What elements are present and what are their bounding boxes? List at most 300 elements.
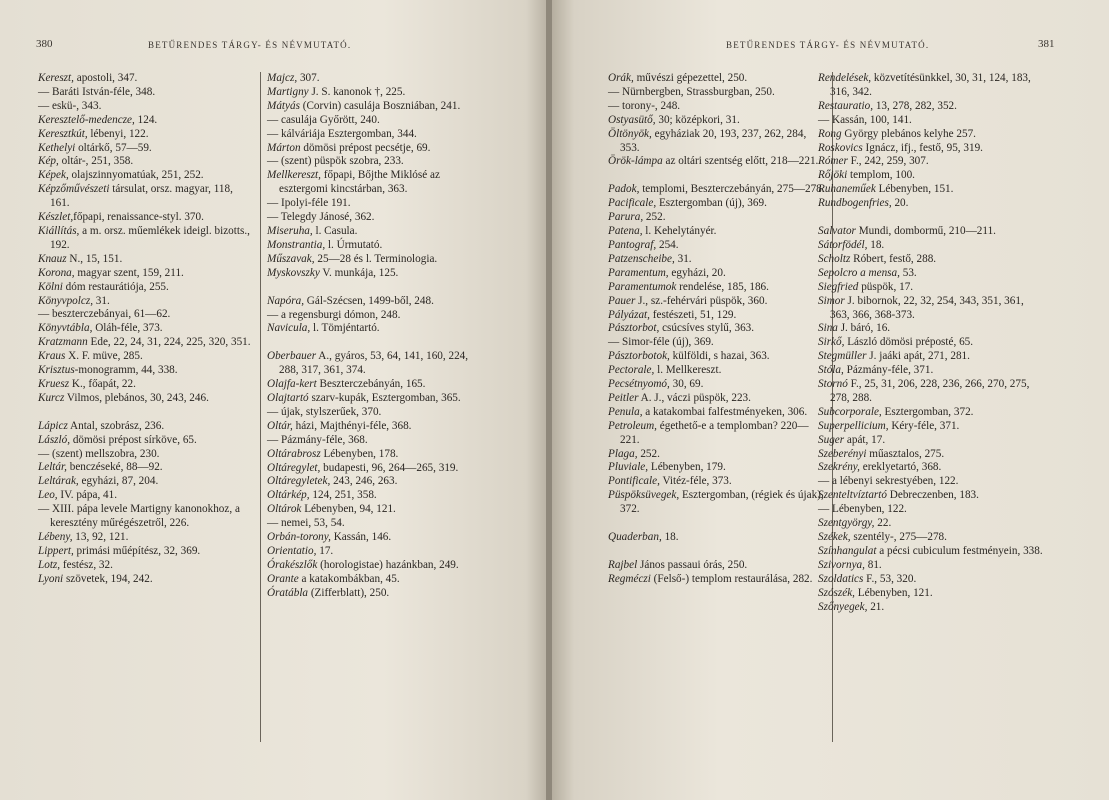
index-entry [267, 169, 485, 197]
index-entry [267, 462, 485, 476]
index-entry [818, 503, 1046, 517]
index-references: J., sz.-fehérvári püspök, 360. [635, 294, 768, 307]
index-references: J. jaáki apát, 271, 281. [866, 350, 970, 363]
index-references: l. Kehelytányér. [642, 225, 717, 238]
index-entry [38, 183, 252, 211]
index-term: Örök-lámpa [608, 155, 663, 168]
index-term: Öltönyök, [608, 127, 652, 140]
index-entry [608, 114, 826, 128]
index-references: benczéseké, 88—92. [66, 461, 163, 474]
index-references: — torony-, 248. [608, 99, 681, 112]
index-term: Készlet, [38, 211, 74, 224]
index-entry [38, 573, 252, 587]
index-references: egyházi, 20. [668, 266, 726, 279]
index-references: Mundi, dombormű, 210—211. [855, 225, 996, 238]
index-references: szövetek, 194, 242. [63, 572, 153, 585]
index-term: Parura, [608, 211, 644, 224]
index-entry [267, 392, 485, 406]
index-term: Pásztorbot, [608, 322, 660, 335]
index-entry [267, 378, 485, 392]
index-entry [267, 406, 485, 420]
index-term: Paramentumok [608, 280, 677, 293]
index-entry [38, 128, 252, 142]
index-term: Kraus [38, 350, 66, 363]
index-entry [608, 364, 826, 378]
index-references: Ignácz, ifj., festő, 95, 319. [862, 141, 983, 154]
index-entry [818, 128, 1046, 142]
index-references: 31. [674, 252, 692, 265]
index-entry [608, 183, 826, 197]
index-references: primási műépítész, 32, 369. [73, 544, 201, 557]
index-term: Szekrény, [818, 461, 860, 474]
index-entry [267, 489, 485, 503]
index-entry [38, 420, 252, 434]
index-entry [818, 350, 1046, 364]
index-term: Püspöksüvegek, [608, 489, 680, 502]
index-references: Róbert, festő, 288. [850, 252, 937, 265]
index-references: Esztergomban, (régiek és újak), 372. [620, 489, 824, 516]
index-entry [38, 503, 252, 531]
index-term: Olajtartó [267, 392, 309, 405]
index-entry [38, 336, 252, 350]
index-entry [267, 448, 485, 462]
index-term: Szószék, [818, 586, 855, 599]
index-entry [38, 378, 252, 392]
index-term: Szoldatics [818, 572, 864, 585]
index-term: Lippert, [38, 544, 74, 557]
index-references: (Corvin) casulája Boszniában, 241. [299, 99, 461, 112]
index-references: az oltári szentség előtt, 218—221. [662, 155, 819, 168]
index-references: l. Casula. [312, 224, 358, 237]
index-entry [38, 281, 252, 295]
index-references: csúcsíves stylű, 363. [659, 322, 755, 335]
index-references: 21. [867, 600, 885, 613]
index-entry [818, 169, 1046, 183]
index-references: 243, 246, 263. [330, 475, 398, 488]
index-entry [608, 225, 826, 239]
index-entry [818, 406, 1046, 420]
section-gap [608, 169, 826, 183]
index-term: Pectorale, [608, 364, 655, 377]
index-term: Órakészlők [267, 558, 318, 571]
index-references: egyházi, 87, 204. [78, 475, 159, 488]
index-references: 30; középkori, 31. [655, 113, 740, 126]
index-term: Oltárkép, [267, 489, 310, 502]
index-references: — a lébenyi sekrestyében, 122. [818, 475, 959, 488]
index-term: Színhangulat [818, 544, 877, 557]
index-references: — XIII. pápa levele Martigny kanonokhoz, a keresztény műrégészetről, 226. [38, 503, 240, 530]
index-entry [818, 336, 1046, 350]
index-entry [38, 448, 252, 462]
index-term: Képzőművészeti [38, 183, 110, 196]
index-entry [608, 350, 826, 364]
index-term: Napóra, [267, 294, 304, 307]
index-references: 31. [93, 294, 110, 307]
index-term: Padok, [608, 183, 640, 196]
index-references: K., főapát, 22. [69, 377, 136, 390]
index-references: F., 25, 31, 206, 228, 236, 266, 270, 275, 278, 288. [830, 378, 1030, 404]
index-references: 25—28 és l. Terminologia. [314, 252, 438, 265]
index-references: Antal, szobrász, 236. [67, 419, 165, 432]
index-references: lébenyi, 122. [87, 127, 149, 140]
index-entry [38, 308, 252, 322]
index-term: Paramentum, [608, 266, 669, 279]
index-entry [818, 378, 1046, 406]
index-entry [267, 253, 485, 267]
index-references: Lébenyben, 178. [320, 447, 399, 460]
index-entry [608, 197, 826, 211]
index-term: Oltárabrosz [267, 447, 321, 460]
index-references: Gál-Szécsen, 1499-ből, 248. [304, 294, 434, 307]
running-header: BETŰRENDES TÁRGY- ÉS NÉVMUTATÓ. [726, 40, 930, 50]
index-references: ereklyetartó, 368. [859, 461, 942, 474]
index-term: László, [38, 433, 71, 446]
index-term: Pecsétnyomó, [608, 378, 670, 391]
index-term: Műszavak, [267, 252, 315, 265]
index-references: — (szent) püspök szobra, 233. [267, 155, 404, 168]
index-term: Monstrantia, [267, 238, 326, 251]
index-entry [818, 322, 1046, 336]
left-page [0, 0, 548, 800]
index-term: Superpellicium, [818, 419, 889, 432]
index-entry [818, 587, 1046, 601]
index-term: Ostyasütő, [608, 113, 656, 126]
index-term: Quaderban, [608, 531, 662, 544]
index-references: szarv-kupák, Esztergomban, 365. [308, 392, 461, 405]
index-references: — Baráti István-féle, 348. [38, 85, 156, 98]
index-entry [608, 531, 826, 545]
index-term: Rőjöki [818, 169, 848, 182]
index-references: — kálváriája Esztergomban, 344. [267, 127, 417, 140]
index-entry [818, 267, 1046, 281]
page-number: 381 [1038, 38, 1055, 50]
index-column [38, 72, 252, 587]
index-entry [38, 434, 252, 448]
index-term: Lotz, [38, 558, 61, 571]
index-references: Kassán, 146. [330, 531, 392, 544]
index-term: Oltár, [267, 419, 293, 432]
index-entry [608, 420, 826, 448]
index-entry [267, 197, 485, 211]
index-term: Plaga, [608, 447, 638, 460]
index-entry [608, 295, 826, 309]
index-entry [267, 128, 485, 142]
index-references: 13, 92, 121. [72, 531, 129, 543]
index-references: a pécsi cubiculum festményein, 338. [876, 544, 1043, 557]
index-references: J. báró, 16. [837, 322, 891, 335]
index-references: — Pázmány-féle, 368. [267, 433, 368, 446]
index-entry [38, 253, 252, 267]
index-references: Beszterczebányán, 165. [316, 378, 426, 391]
index-term: Orák, [608, 72, 634, 84]
index-references: György plebános kelyhe 257. [841, 127, 976, 140]
index-term: Simor [818, 294, 845, 307]
index-references: apostoli, 347. [73, 72, 138, 84]
index-references: Vitéz-féle, 373. [659, 475, 732, 488]
index-entry [818, 420, 1046, 434]
index-references: 20. [891, 197, 909, 210]
index-references: dóm restaurátiója, 255. [62, 280, 169, 293]
index-references: 307. [297, 72, 320, 84]
index-entry [818, 601, 1046, 615]
index-term: Navicula, [267, 322, 311, 335]
index-term: Stóla, [818, 364, 844, 377]
index-entry [608, 72, 826, 86]
index-entry [267, 503, 485, 517]
index-entry [38, 100, 252, 114]
index-references: 13, 278, 282, 352. [873, 99, 957, 112]
index-references: egyháziak 20, 193, 237, 262, 284, 353. [620, 127, 807, 154]
index-entry [608, 155, 826, 169]
index-entry [818, 531, 1046, 545]
index-references: 124, 251, 358. [309, 489, 377, 502]
index-entry [38, 114, 252, 128]
index-term: Leltár, [38, 461, 67, 474]
index-entry [818, 545, 1046, 559]
index-entry [267, 517, 485, 531]
index-term: Kiállítás, [38, 224, 80, 237]
index-entry [818, 573, 1046, 587]
index-term: Petroleum, [608, 419, 657, 432]
index-term: Rundbogenfries, [818, 197, 892, 210]
index-entry [818, 489, 1046, 503]
index-references: a katakombai falfestményeken, 306. [642, 405, 808, 418]
index-references: a katakombákban, 45. [298, 572, 400, 585]
index-entry [267, 531, 485, 545]
index-entry [818, 183, 1046, 197]
index-term: Sepolcro a mensa, [818, 266, 900, 279]
index-term: Keresztelő-medencze, [38, 113, 135, 126]
index-term: Kép, [38, 155, 59, 168]
index-entry [267, 434, 485, 448]
index-references: 252. [643, 211, 666, 224]
section-gap [267, 336, 485, 350]
index-term: Stegmüller [818, 350, 867, 363]
column-divider [260, 72, 261, 742]
index-entry [267, 587, 485, 601]
index-entry [267, 350, 485, 378]
index-entry [818, 281, 1046, 295]
index-references: — Simor-féle (új), 369. [608, 336, 714, 349]
index-entry [608, 559, 826, 573]
index-entry [267, 114, 485, 128]
index-references: budapesti, 96, 264—265, 319. [320, 461, 459, 474]
index-references: apát, 17. [844, 433, 886, 446]
index-references: 17. [316, 545, 334, 557]
index-references: — casulája Győrött, 240. [267, 113, 380, 126]
index-term: Könyvpolcz, [38, 294, 93, 307]
index-entry [608, 128, 826, 156]
index-references: közvetítésünkkel, 30, 31, 124, 183, 316, 342. [830, 72, 1031, 98]
index-references: IV. pápa, 41. [57, 489, 118, 502]
index-column [608, 72, 826, 587]
index-entry [267, 559, 485, 573]
index-entry [38, 72, 252, 86]
index-references: Oláh-féle, 373. [92, 322, 163, 335]
index-term: Krisztus- [38, 364, 79, 377]
index-references: (Zifferblatt), 250. [308, 586, 390, 599]
index-entry [818, 239, 1046, 253]
index-references: — Kassán, 100, 141. [818, 113, 912, 126]
index-references: V. munkája, 125. [319, 266, 399, 279]
index-term: Pauer [608, 294, 636, 307]
index-entry [608, 573, 826, 587]
index-term: Kruesz [38, 377, 70, 390]
index-references: olajszinnyomatúak, 251, 252. [68, 169, 204, 182]
index-term: Rómer [818, 155, 848, 168]
index-references: Lébenyben, 151. [875, 183, 954, 196]
index-entry [267, 100, 485, 114]
index-entry [818, 475, 1046, 489]
index-references: házi, Majthényi-féle, 368. [292, 419, 412, 432]
index-term: Regméczi [608, 572, 651, 585]
index-entry [608, 281, 826, 295]
index-entry [38, 211, 252, 225]
index-term: Restauratio, [818, 99, 874, 112]
index-term: Leltárak, [38, 475, 79, 488]
index-entry [267, 309, 485, 323]
index-references: X. F. müve, 285. [65, 350, 143, 363]
index-entry [608, 100, 826, 114]
index-references: magyar szent, 159, 211. [74, 266, 184, 279]
index-references: — (szent) mellszobra, 230. [38, 447, 160, 460]
index-term: Scholtz [818, 252, 851, 265]
index-references: oltár-, 251, 358. [58, 155, 134, 168]
index-entry [818, 155, 1046, 169]
index-term: Korona, [38, 266, 75, 279]
index-references: Esztergomban (új), 369. [656, 197, 767, 210]
index-entry [38, 155, 252, 169]
index-term: Mátyás [267, 99, 300, 112]
index-references: 53. [899, 266, 917, 279]
index-entry [267, 72, 485, 86]
index-references: oltárkő, 57—59. [75, 141, 152, 154]
index-references: a m. orsz. műemlékek ideigl. bizotts., 192. [50, 224, 250, 251]
index-references: (horologistae) hazánkban, 249. [317, 558, 459, 571]
index-references: rendelése, 185, 186. [676, 280, 769, 293]
index-column [267, 72, 485, 601]
index-entry [818, 364, 1046, 378]
index-term: Oberbauer [267, 350, 317, 363]
index-entry [267, 573, 485, 587]
index-references: F., 53, 320. [863, 572, 917, 585]
index-term: Oltáregyletek, [267, 475, 331, 488]
index-term: Oltáregylet, [267, 461, 321, 474]
index-term: Mellkereszt, [267, 169, 321, 182]
index-term: Szivornya, [818, 558, 865, 571]
index-term: Szentgyörgy, [818, 517, 875, 530]
index-entry [608, 211, 826, 225]
index-references: János passaui órás, 250. [637, 559, 748, 571]
index-entry [608, 448, 826, 462]
index-references: J. bibornok, 22, 32, 254, 343, 351, 361, 363, 366, 368-373. [830, 294, 1024, 321]
index-term: Salvator [818, 225, 856, 238]
index-column [818, 72, 1046, 614]
index-references: 81. [864, 558, 882, 571]
index-term: Márton [267, 141, 301, 154]
index-term: Orante [267, 572, 299, 585]
index-references: 18. [867, 238, 885, 251]
index-references: l. Mellkereszt. [654, 364, 722, 377]
index-entry [608, 392, 826, 406]
index-entry [818, 100, 1046, 114]
index-term: Orbán-torony, [267, 531, 331, 544]
index-references: külföldi, s hazai, 363. [669, 350, 770, 363]
index-term: Martigny [267, 85, 309, 98]
index-term: Keresztkút, [38, 127, 88, 140]
index-entry [608, 489, 826, 517]
index-term: Lápicz [38, 419, 68, 432]
index-term: Patena, [608, 225, 643, 238]
index-entry [608, 378, 826, 392]
section-gap [608, 545, 826, 559]
index-entry [608, 239, 826, 253]
index-references: A. J., váczi püspök, 223. [638, 391, 751, 404]
index-references: Kéry-féle, 371. [888, 419, 960, 432]
index-entry [818, 72, 1046, 100]
index-entry [267, 155, 485, 169]
index-term: Penula, [608, 405, 643, 418]
index-references: 18. [661, 531, 679, 544]
index-entry [608, 475, 826, 489]
index-entry [818, 434, 1046, 448]
index-term: Óratábla [267, 586, 309, 599]
index-entry [267, 211, 485, 225]
index-references: műasztalos, 275. [866, 447, 945, 460]
index-references: N., 15, 151. [66, 252, 123, 265]
section-gap [38, 406, 252, 420]
index-references: — újak, stylszerűek, 370. [267, 405, 382, 418]
index-entry [608, 336, 826, 350]
index-references: 254. [656, 238, 679, 251]
index-entry [38, 86, 252, 100]
index-term: Pásztorbotok, [608, 350, 670, 363]
index-term: Kereszt, [38, 72, 74, 84]
index-references: — Telegdy Jánosé, 362. [267, 211, 375, 224]
index-entry [818, 253, 1046, 267]
index-references: Lébenyben, 121. [854, 586, 933, 599]
index-entry [38, 461, 252, 475]
index-entry [38, 295, 252, 309]
index-entry [608, 322, 826, 336]
index-references: festészeti, 51, 129. [649, 308, 737, 321]
index-references: dömösi prépost pecsétje, 69. [300, 141, 431, 154]
index-entry [38, 169, 252, 183]
index-entry [818, 225, 1046, 239]
index-term: Orientatio, [267, 545, 317, 557]
index-entry [38, 142, 252, 156]
index-term: Rendelések, [818, 72, 872, 84]
index-term: Roskovics [818, 141, 863, 154]
index-entry [38, 225, 252, 253]
index-entry [608, 253, 826, 267]
index-references: 30, 69. [669, 378, 704, 391]
index-entry [608, 309, 826, 323]
index-term: Peitler [608, 391, 639, 404]
index-term: Patzenscheibe, [608, 252, 675, 265]
index-entry [267, 545, 485, 559]
index-term: Olajfa-kert [267, 378, 317, 391]
index-references: 252. [637, 447, 660, 460]
index-term: Sina [818, 322, 838, 335]
index-term: Sátorfödél, [818, 238, 868, 251]
index-entry [38, 350, 252, 364]
index-term: Szenteltvíztartó [818, 489, 887, 502]
index-entry [267, 225, 485, 239]
index-entry [818, 114, 1046, 128]
index-entry [608, 406, 826, 420]
index-term: Kurcz [38, 391, 65, 404]
